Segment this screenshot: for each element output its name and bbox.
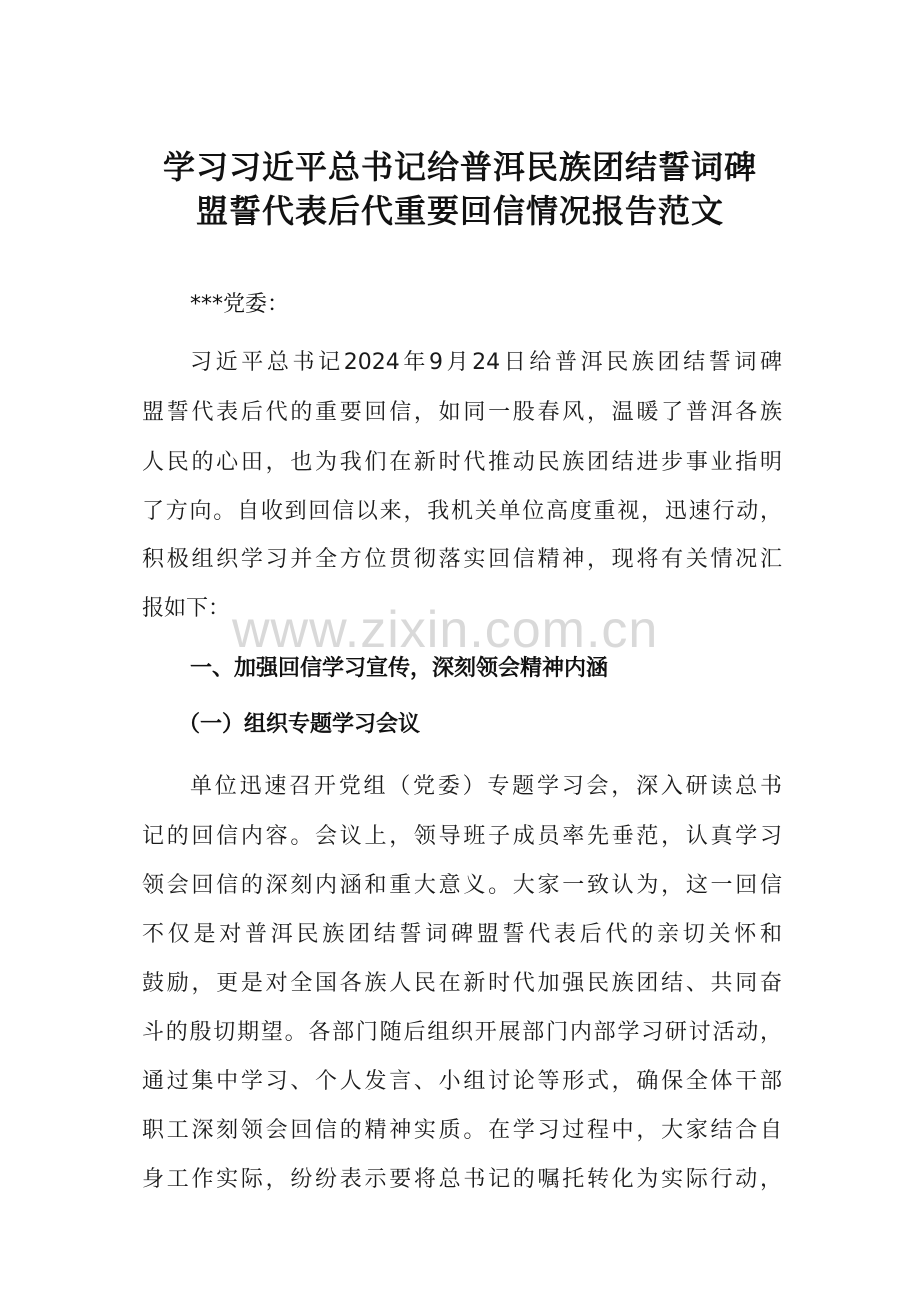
document-title-line-2: 盟誓代表后代重要回信情况报告范文 bbox=[195, 192, 724, 230]
body-line: 斗的殷切期望。各部门随后组织开展部门内部学习研讨活动， bbox=[142, 1020, 782, 1045]
body-line: 不仅是对普洱民族团结誓词碑盟誓代表后代的亲切关怀和 bbox=[142, 922, 782, 947]
watermark: www.zixin.com.cn bbox=[232, 601, 659, 659]
body-line: 记的回信内容。会议上，领导班子成员率先垂范，认真学习 bbox=[142, 824, 782, 849]
intro-line: 盟誓代表后代的重要回信，如同一股春风，温暖了普洱各族 bbox=[142, 400, 782, 425]
intro-line: 报如下： bbox=[142, 596, 231, 621]
subsection-heading-1: （一）组织专题学习会议 bbox=[178, 712, 421, 737]
body-line: 领会回信的深刻内涵和重大意义。大家一致认为，这一回信 bbox=[142, 873, 782, 898]
document-title-line-1: 学习习近平总书记给普洱民族团结誓词碑 bbox=[162, 148, 757, 186]
intro-line: 积极组织学习并全方位贯彻落实回信精神，现将有关情况汇 bbox=[142, 547, 782, 572]
intro-line: 了方向。自收到回信以来，我机关单位高度重视，迅速行动， bbox=[142, 499, 782, 524]
intro-line: 人民的心田，也为我们在新时代推动民族团结进步事业指明 bbox=[142, 450, 782, 475]
body-line: 身工作实际，纷纷表示要将总书记的嘱托转化为实际行动， bbox=[142, 1167, 782, 1192]
section-heading-1: 一、加强回信学习宣传，深刻领会精神内涵 bbox=[190, 656, 609, 681]
body-line: 通过集中学习、个人发言、小组讨论等形式，确保全体干部 bbox=[142, 1069, 782, 1094]
body-line: 鼓励，更是对全国各族人民在新时代加强民族团结、共同奋 bbox=[142, 971, 782, 996]
body-line: 单位迅速召开党组（党委）专题学习会，深入研读总书 bbox=[190, 774, 782, 799]
intro-line: 习近平总书记2024年9月24日给普洱民族团结誓词碑 bbox=[190, 350, 782, 375]
salutation: ***党委： bbox=[190, 292, 290, 317]
body-line: 职工深刻领会回信的精神实质。在学习过程中，大家结合自 bbox=[142, 1118, 782, 1143]
